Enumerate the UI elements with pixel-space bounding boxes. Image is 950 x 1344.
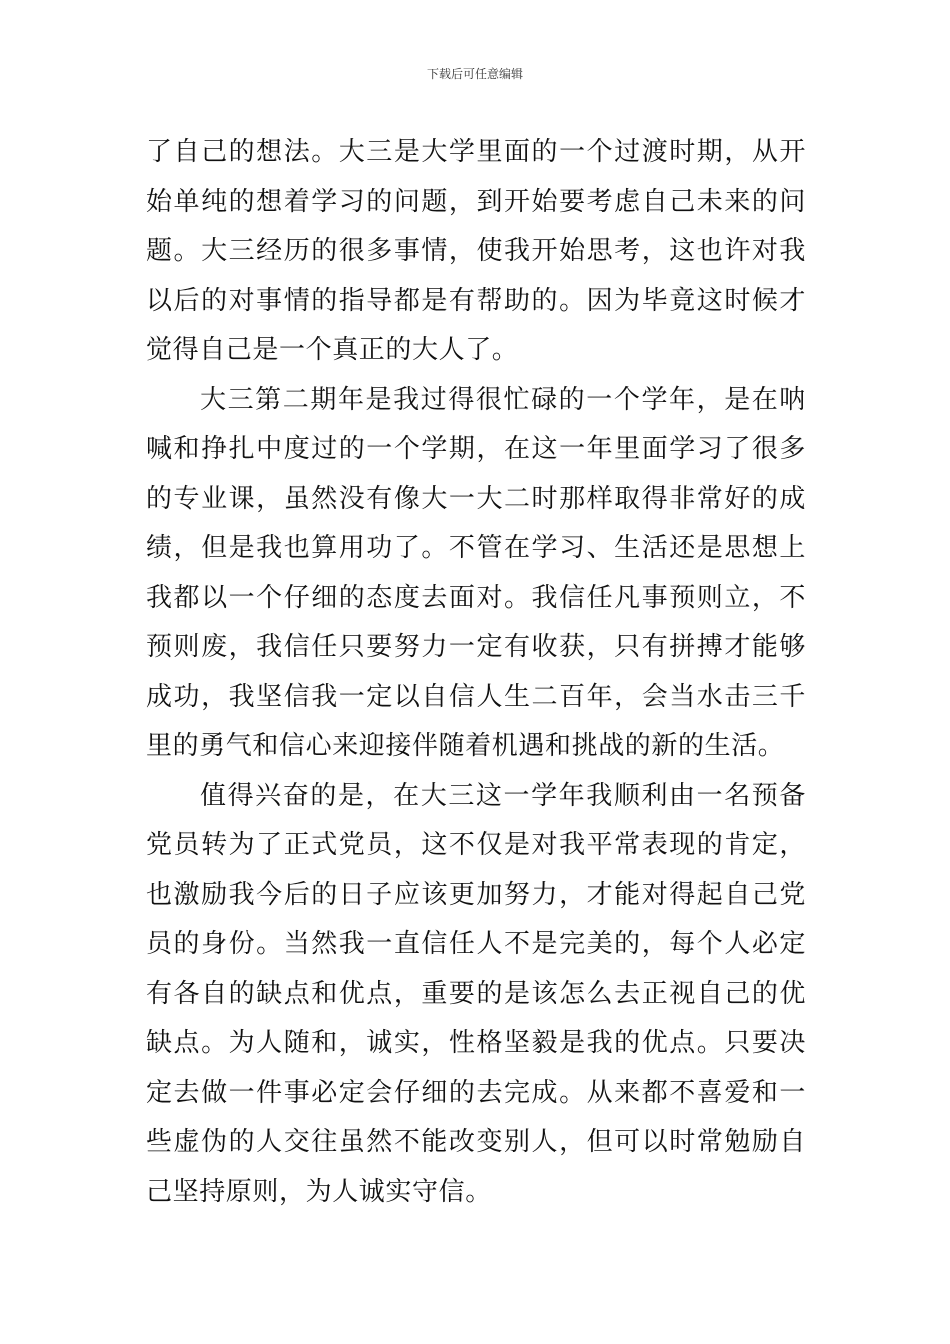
paragraph-3: 值得兴奋的是，在大三这一学年我顺利由一名预备党员转为了正式党员，这不仅是对我平常表现的肯定，也激励我今后的日子应该更加努力，才能对得起自己党员的身份。当然我一直信任人不是完美的，每个人必定有各自的缺点和优点，重要的是该怎么去正视自己的优缺点。为人随和，诚实，性格坚毅是我的优点。只要决定去做一件事必定会仔细的去完成。从来都不喜爱和一些虚伪的人交往虽然不能改变别人，但可以时常勉励自己坚持原则，为人诚实守信。 bbox=[146, 780, 806, 1207]
document-body bbox=[146, 128, 806, 1217]
page-header: 下载后可任意编辑 bbox=[426, 67, 523, 81]
paragraph-2: 大三第二期年是我过得很忙碌的一个学年，是在呐喊和挣扎中度过的一个学期，在这一年里面学习了很多的专业课，虽然没有像大一大二时那样取得非常好的成绩，但是我也算用功了。不管在学习、生活还是思想上我都以一个仔细的态度去面对。我信任凡事预则立，不预则废，我信任只要努力一定有收获，只有拼搏才能够成功，我坚信我一定以自信人生二百年，会当水击三千里的勇气和信心来迎接伴随着机遇和挑战的新的生活。 bbox=[146, 384, 806, 761]
paragraph-1: 了自己的想法。大三是大学里面的一个过渡时期，从开始单纯的想着学习的问题，到开始要考虑自己未来的问题。大三经历的很多事情，使我开始思考，这也许对我以后的对事情的指导都是有帮助的。因为毕竟这时候才觉得自己是一个真正的大人了。 bbox=[146, 137, 806, 365]
